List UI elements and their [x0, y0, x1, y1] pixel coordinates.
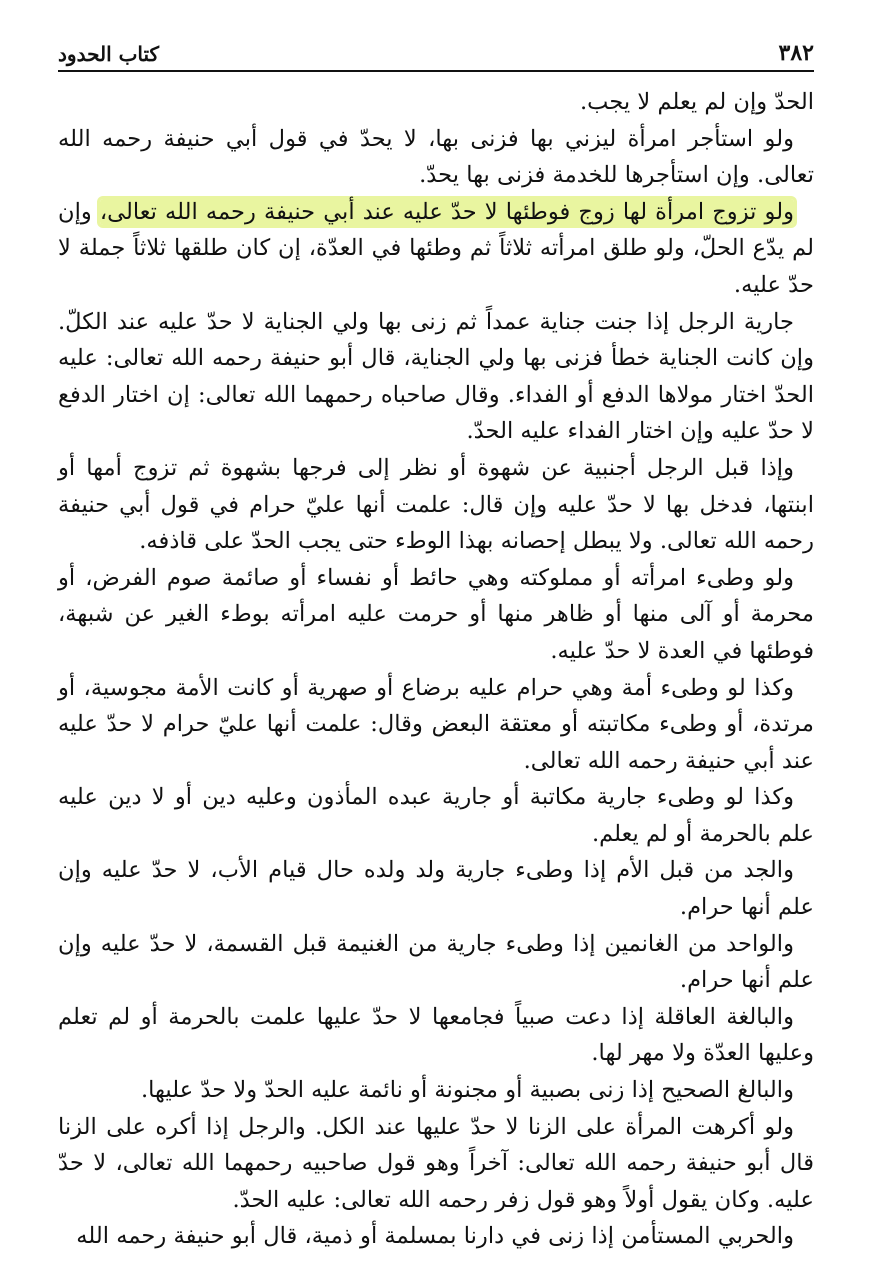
- book-title: كتاب الحدود: [58, 42, 160, 66]
- paragraph-highlighted: ولو تزوج امرأة لها زوج فوطئها لا حدّ عليه عند أبي حنيفة رحمه الله تعالى، وإن لم يدّع الحلّ، ولو طلق امرأته ثلاثاً ثم وطئها في العدّة، إن كان طلقها ثلاثاً جملة لا حدّ عليه.: [58, 198, 814, 298]
- paragraph: والحربي المستأمن إذا زنى في دارنا بمسلمة أو ذمية، قال أبو حنيفة رحمه الله: [76, 1223, 794, 1250]
- paragraph: وكذا لو وطىء جارية مكاتبة أو جارية عبده المأذون وعليه دين أو لا دين عليه علم بالحرمة أو لم يعلم.: [58, 784, 814, 847]
- paragraph: والبالغ الصحيح إذا زنى بصبية أو مجنونة أو نائمة عليه الحدّ ولا حدّ عليها.: [140, 1077, 794, 1104]
- paragraph: وكذا لو وطىء أمة وهي حرام عليه برضاع أو صهرية أو كانت الأمة مجوسية، أو مرتدة، أو وطىء مكاتبته أو معتقة البعض وقال: علمت أنها عليّ حرام لا حدّ عليه عند أبي حنيفة رحمه الله تعالى.: [58, 674, 814, 774]
- body-text: [58, 84, 814, 1255]
- running-header: [58, 30, 814, 72]
- highlighted-sentence: ولو تزوج امرأة لها زوج فوطئها لا حدّ عليه عند أبي حنيفة رحمه الله تعالى،: [99, 198, 795, 225]
- paragraph: جارية الرجل إذا جنت جناية عمداً ثم زنى بها ولي الجناية لا حدّ عليه عند الكلّ. وإن كانت الجناية خطأ فزنى بها ولي الجناية، قال أبو حنيفة رحمه الله تعالى: عليه الحدّ اختار مولاها الدفع أو الفداء. وقال صاحباه رحمهما الله تعالى: إن اختار الدفع لا حدّ عليه وإن اختار الفداء عليه الحدّ.: [58, 308, 814, 445]
- paragraph: والبالغة العاقلة إذا دعت صبياً فجامعها لا حدّ عليها علمت بالحرمة أو لم تعلم وعليها العدّة ولا مهر لها.: [58, 1003, 814, 1067]
- page-number: ٣٨٢: [778, 40, 814, 66]
- paragraph: والجد من قبل الأم إذا وطىء جارية ولد ولده حال قيام الأب، لا حدّ عليه وإن علم أنها حرام.: [58, 857, 814, 921]
- paragraph: ولو استأجر امرأة ليزني بها فزنى بها، لا يحدّ في قول أبي حنيفة رحمه الله تعالى. وإن استأجرها للخدمة فزنى بها يحدّ.: [58, 125, 814, 189]
- paragraph: ولو وطىء امرأته أو مملوكته وهي حائط أو نفساء أو صائمة صوم الفرض، أو محرمة أو آلى منها أو ظاهر منها أو حرمت عليه امرأته بوطء الغير عن شبهة، فوطئها في العدة لا حدّ عليه.: [58, 564, 814, 664]
- paragraph: الحدّ وإن لم يعلم لا يجب.: [579, 89, 814, 115]
- paragraph: والواحد من الغانمين إذا وطىء جارية من الغنيمة قبل القسمة، لا حدّ عليه وإن علم أنها حرام.: [58, 930, 814, 994]
- paragraph: وإذا قبل الرجل أجنبية عن شهوة أو نظر إلى فرجها بشهوة ثم تزوج أمها أو ابنتها، فدخل بها لا حدّ عليه وإن قال: علمت أنها عليّ حرام في قول أبي حنيفة رحمه الله تعالى. ولا يبطل إحصانه بهذا الوطء حتى يجب الحدّ على قاذفه.: [58, 454, 814, 555]
- paragraph: ولو أكرهت المرأة على الزنا لا حدّ عليها عند الكل. والرجل إذا أكره على الزنا قال أبو حنيفة رحمه الله تعالى: آخراً وهو قول صاحبيه رحمهما الله تعالى، لا حدّ عليه. وكان يقول أولاً وهو قول زفر رحمه الله تعالى: عليه الحدّ.: [58, 1113, 814, 1213]
